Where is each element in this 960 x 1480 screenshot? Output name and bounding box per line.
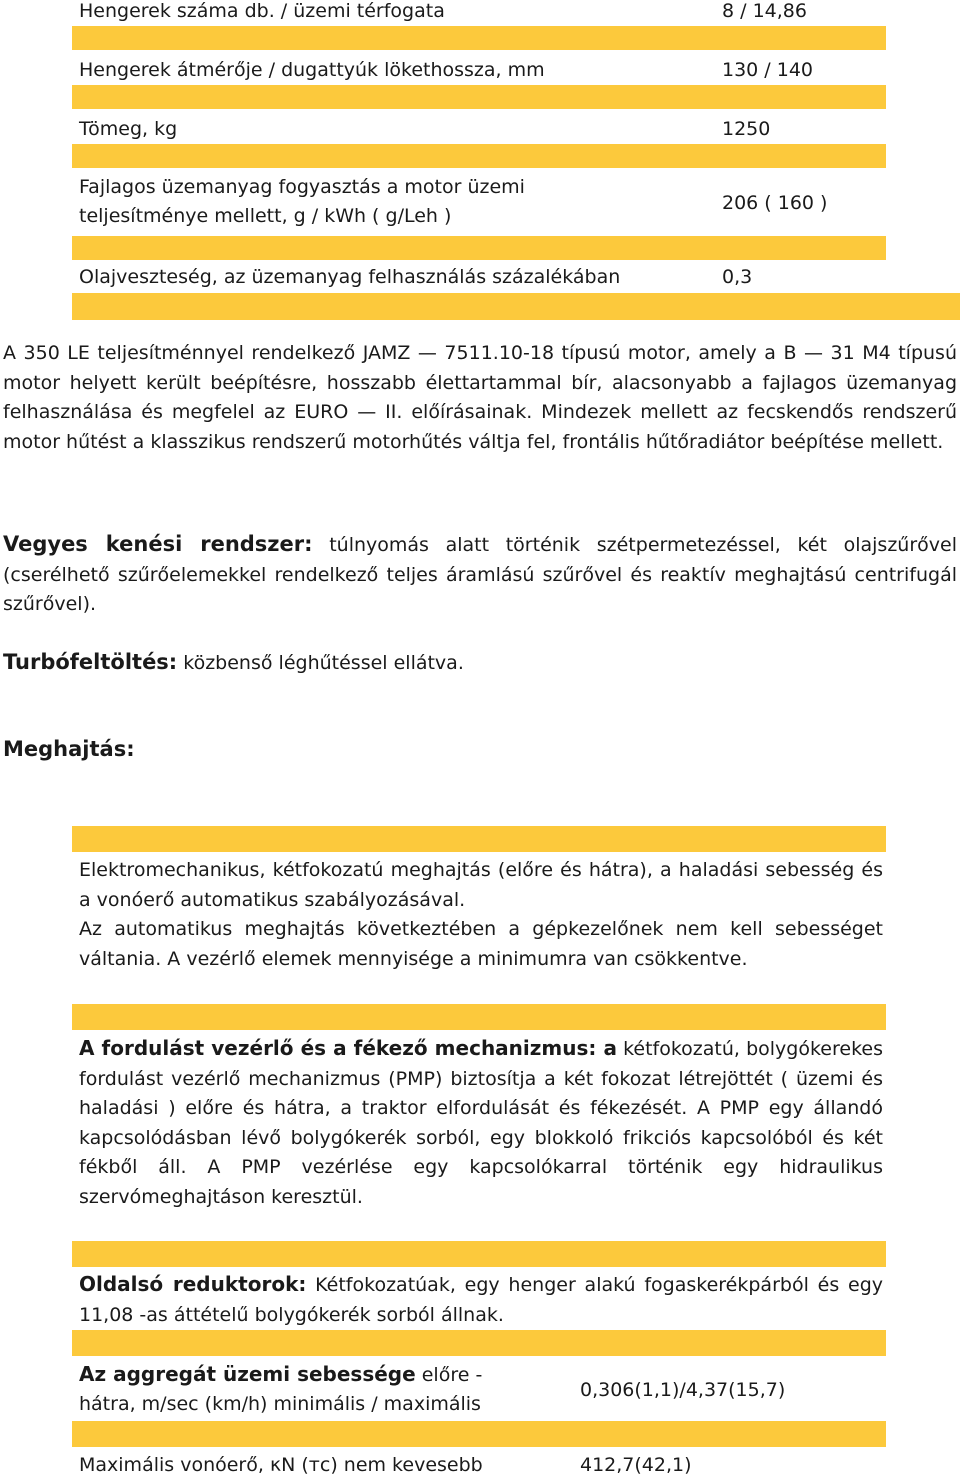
spec-label-fuel-consumption-1: Fajlagos üzemanyag fogyasztás a motor üzemi	[79, 176, 525, 198]
traction-top-band	[72, 1421, 886, 1447]
spec-separator	[72, 293, 960, 320]
turbo-paragraph	[3, 648, 464, 679]
reductors-paragraph	[79, 1270, 883, 1330]
speed-top-band	[72, 1330, 886, 1356]
spec-value-mass: 1250	[722, 118, 771, 140]
speed-title: Az aggregát üzemi sebessége	[79, 1362, 416, 1386]
speed-text-1: előre -	[415, 1364, 483, 1386]
spec-label-cylinders: Hengerek száma db. / üzemi térfogata	[79, 0, 445, 22]
steering-paragraph	[79, 1034, 883, 1212]
reductors-text: Kétfokozatúak, egy henger alakú fogaskerékpárból és egy 11,08 -as áttételű bolygókerék sorból állnak.	[79, 1274, 884, 1326]
spec-value-fuel-consumption: 206 ( 160 )	[722, 192, 828, 214]
turbo-title: Turbófeltöltés:	[3, 650, 178, 674]
steering-text: kétfokozatú, bolygókerekes fordulást vezérlő mechanizmus (PMP) biztosítja a két fokozat létrejöttét ( üzemi és haladási ) előre és hátra, a traktor elfordulását és fékezését. A PMP egy állandó kapcsolódásban lévő bolygókerék sorból, egy blokkoló frikciós kapcsolóból és két fékből áll. A PMP vezérlése egy kapcsolókarral történik egy hidraulikus szervómeghajtáson keresztül.	[79, 1038, 883, 1208]
traction-label: Maximális vonóerő, κN (тс) nem kevesebb	[79, 1454, 483, 1476]
drive-heading: Meghajtás:	[3, 737, 135, 761]
speed-label-line1	[79, 1360, 482, 1390]
spec-separator	[72, 85, 886, 109]
engine-paragraph: A 350 LE teljesítménnyel rendelkező JAMZ — 7511.10-18 típusú motor, amely a B — 31 M4 típusú motor helyett került beépítésre, hosszabb élettartammal bír, alacsonyabb a fajlagos üzemanyag felhasználása és megfelel az EURO — II. előírásainak. Mindezek mellett az fecskendős rendszerű motor hűtést a klasszikus rendszerű motorhűtés váltja fel, frontális hűtőradiátor beépítése mellett.	[3, 342, 957, 453]
drive-text-1: Elektromechanikus, kétfokozatú meghajtás (előre és hátra), a haladási sebesség és a vonóerő automatikus szabályozásával.	[79, 859, 883, 911]
drive-text-2: Az automatikus meghajtás következtében a gépkezelőnek nem kell sebességet váltania. A vezérlő elemek mennyisége a minimumra van csökkentve.	[79, 918, 883, 970]
spec-separator	[72, 26, 886, 50]
spec-separator	[72, 144, 886, 168]
spec-label-fuel-consumption-2: teljesítménye mellett, g / kWh ( g/Leh )	[79, 205, 452, 227]
spec-separator	[72, 236, 886, 260]
speed-value: 0,306(1,1)/4,37(15,7)	[580, 1379, 786, 1401]
reductors-top-band	[72, 1241, 886, 1267]
spec-value-bore-stroke: 130 / 140	[722, 59, 814, 81]
steering-title: A fordulást vezérlő és a fékező mechanizmus: a	[79, 1036, 617, 1060]
lubrication-title: Vegyes kenési rendszer:	[3, 532, 313, 556]
spec-label-mass: Tömeg, kg	[79, 118, 178, 140]
lubrication-paragraph	[3, 530, 957, 620]
spec-label-oil-loss: Olajveszteség, az üzemanyag felhasználás százalékában	[79, 266, 621, 288]
traction-value: 412,7(42,1)	[580, 1454, 692, 1476]
steering-top-band	[72, 1004, 886, 1030]
spec-value-cylinders: 8 / 14,86	[722, 0, 807, 22]
spec-label-bore-stroke: Hengerek átmérője / dugattyúk lökethossza, mm	[79, 59, 545, 81]
spec-value-oil-loss: 0,3	[722, 266, 753, 288]
lubrication-text: túlnyomás alatt történik szétpermetezéssel, két olajszűrővel (cserélhető szűrőelemekkel rendelkező teljes áramlású szűrővel és reaktív meghajtású centrifugál szűrővel).	[3, 534, 957, 615]
turbo-text: közbenső léghűtéssel ellátva.	[177, 652, 464, 674]
drive-top-band	[72, 826, 886, 852]
reductors-title: Oldalsó reduktorok:	[79, 1272, 307, 1296]
speed-label-line2: hátra, m/sec (km/h) minimális / maximális	[79, 1393, 481, 1415]
